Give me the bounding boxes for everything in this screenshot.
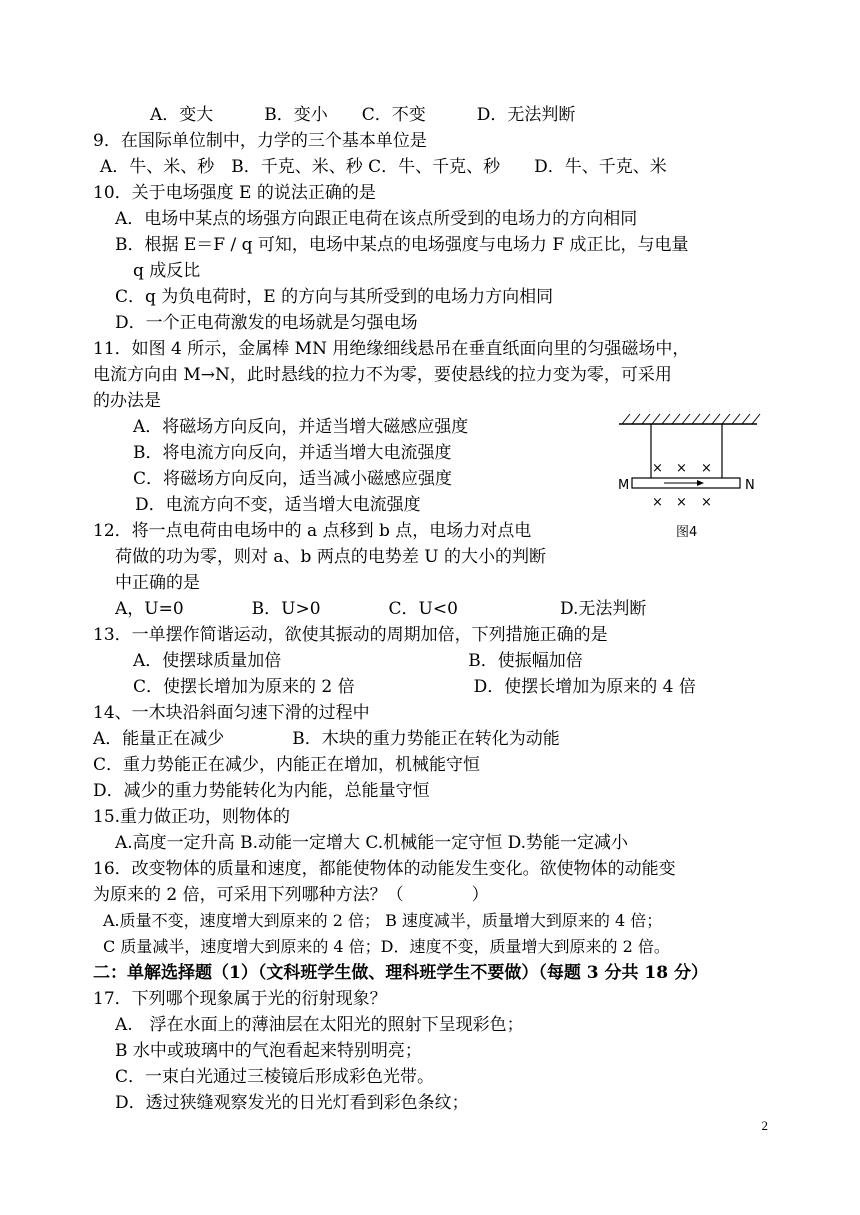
text-line: 为原来的 2 倍，可采用下列哪种方法？（ ） bbox=[93, 885, 489, 905]
text-line: A．变大 B．变小 C．不变 D．无法判断 bbox=[150, 105, 576, 125]
field-cross-mark: × bbox=[701, 495, 712, 510]
text-line: 荷做的功为零，则对 a、b 两点的电势差 U 的大小的判断 bbox=[115, 547, 546, 567]
figure-4-diagram bbox=[614, 410, 764, 545]
text-line: 16．改变物体的质量和速度，都能使物体的动能发生变化。欲使物体的动能变 bbox=[93, 859, 676, 879]
text-line: A．牛、米、秒 B．千克、米、秒 C．牛、千克、秒 D．牛、千克、米 bbox=[100, 157, 667, 177]
text-line: A．将磁场方向反向，并适当增大磁感应强度 bbox=[133, 417, 469, 437]
text-line: D．减少的重力势能转化为内能，总能量守恒 bbox=[93, 781, 430, 801]
text-line: 11．如图 4 所示，金属棒 MN 用绝缘细线悬吊在垂直纸面向里的匀强磁场中， bbox=[93, 339, 690, 359]
text-line: A. 浮在水面上的薄油层在太阳光的照射下呈现彩色； bbox=[115, 1015, 524, 1035]
text-line: q 成反比 bbox=[133, 261, 201, 281]
text-line: 电流方向由 M→N，此时悬线的拉力不为零，要使悬线的拉力变为零，可采用 bbox=[93, 365, 672, 385]
text-line: B．将电流方向反向，并适当增大电流强度 bbox=[133, 443, 452, 463]
page-number: 2 bbox=[761, 1118, 768, 1133]
text-line: 13．一单摆作简谐运动，欲使其振动的周期加倍，下列措施正确的是 bbox=[93, 625, 608, 645]
text-line: A．电场中某点的场强方向跟正电荷在该点所受到的电场力的方向相同 bbox=[115, 209, 638, 229]
text-line: 二：单解选择题（1）（文科班学生做、理科班学生不要做）（每题 3 分共 18 分） bbox=[93, 963, 708, 983]
field-cross-mark: × bbox=[652, 461, 663, 476]
text-line: 15.重力做正功，则物体的 bbox=[93, 807, 291, 827]
text-line: 17．下列哪个现象属于光的衍射现象？ bbox=[93, 989, 387, 1009]
text-line: A，U=0 B．U>0 C．U<0 D.无法判断 bbox=[115, 599, 647, 619]
text-line: D．透过狭缝观察发光的日光灯看到彩色条纹； bbox=[115, 1093, 469, 1113]
text-line: D．一个正电荷激发的电场就是匀强电场 bbox=[115, 313, 418, 333]
text-line: 12．将一点电荷由电场中的 a 点移到 b 点，电场力对点电 bbox=[93, 521, 532, 541]
text-line: C．将磁场方向反向，适当减小磁感应强度 bbox=[133, 469, 453, 489]
figure-caption: 图4 bbox=[676, 525, 698, 540]
text-line: 的办法是 bbox=[93, 391, 161, 411]
field-cross-mark: × bbox=[676, 461, 687, 476]
text-line: A.质量不变，速度增大到原来的 2 倍； B 速度减半，质量增大到原来的 4 倍； bbox=[103, 911, 663, 930]
field-cross-mark: × bbox=[676, 495, 687, 510]
text-line: A.高度一定升高 B.动能一定增大 C.机械能一定守恒 D.势能一定减小 bbox=[115, 833, 629, 853]
text-line: 10．关于电场强度 E 的说法正确的是 bbox=[93, 183, 376, 203]
text-line: A．能量正在减少 B．木块的重力势能正在转化为动能 bbox=[93, 729, 560, 749]
field-cross-mark: × bbox=[652, 495, 663, 510]
text-line: C．使摆长增加为原来的 2 倍 D．使摆长增加为原来的 4 倍 bbox=[133, 677, 696, 697]
text-line: C 质量减半，速度增大到原来的 4 倍；D．速度不变，质量增大到原来的 2 倍。 bbox=[103, 937, 670, 956]
text-line: B．根据 E＝F / q 可知，电场中某点的电场强度与电场力 F 成正比，与电量 bbox=[115, 235, 689, 255]
field-cross-mark: × bbox=[701, 461, 712, 476]
text-line: 9．在国际单位制中，力学的三个基本单位是 bbox=[93, 131, 427, 151]
text-line: D．电流方向不变，适当增大电流强度 bbox=[135, 495, 421, 515]
label-n: N bbox=[745, 478, 755, 493]
text-line: A．使摆球质量加倍 B．使振幅加倍 bbox=[133, 651, 583, 671]
text-line: B 水中或玻璃中的气泡看起来特别明亮； bbox=[115, 1041, 422, 1061]
text-line: C．一束白光通过三棱镜后形成彩色光带。 bbox=[115, 1067, 435, 1087]
label-m: M bbox=[618, 478, 630, 493]
text-line: 14、一木块沿斜面匀速下滑的过程中 bbox=[93, 703, 370, 723]
text-line: C．重力势能正在减少，内能正在增加，机械能守恒 bbox=[93, 755, 481, 775]
text-line: C．q 为负电荷时，E 的方向与其所受到的电场力方向相同 bbox=[115, 287, 554, 307]
text-line: 中正确的是 bbox=[115, 573, 200, 593]
